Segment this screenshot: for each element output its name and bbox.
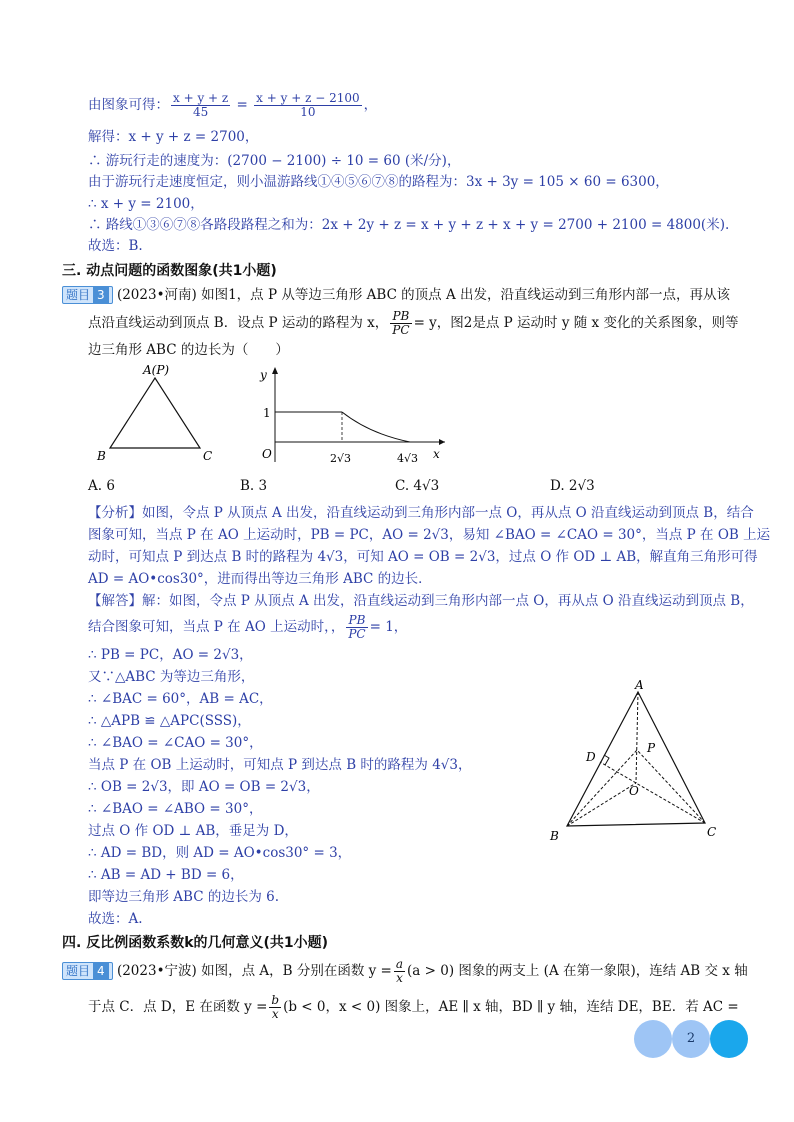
y-axis-arrow	[272, 367, 278, 374]
frac-num: PB	[346, 614, 367, 628]
y-tick-1: 1	[263, 406, 271, 420]
fraction	[346, 614, 367, 641]
option-a: A. 6	[88, 478, 115, 494]
text: (2023•宁波) 如图，点 A，B 分别在函数 y =	[116, 963, 392, 979]
figure-3-triangle	[545, 680, 745, 850]
solution-step: ∴ AB = AD + BD = 6，	[88, 867, 244, 883]
page-number-badge	[634, 1020, 748, 1058]
frac-num: x + y + z	[173, 91, 229, 105]
label-D: D	[586, 750, 596, 764]
frac-num: x + y + z − 2100	[256, 91, 360, 105]
dashed-AO	[636, 692, 638, 783]
solution-line-2: 解得：x + y + z = 2700，	[88, 129, 259, 145]
origin-label: O	[262, 447, 272, 461]
solution-step: 又∵△ABC 为等边三角形，	[88, 669, 255, 685]
question-4-line-1	[62, 958, 748, 985]
tag-number: 4	[93, 963, 109, 979]
triangle-shape	[110, 378, 200, 448]
question-tag	[62, 962, 113, 980]
label-A: A(P)	[143, 363, 170, 377]
solution-line-5: ∴ x + y = 2100，	[88, 196, 204, 212]
right-angle-mark	[604, 755, 609, 765]
text: =	[236, 97, 248, 113]
x-tick-2root3: 2√3	[330, 452, 352, 465]
question-3-line-2	[88, 310, 738, 337]
analysis-line-1: 【分析】如图，令点 P 从顶点 A 出发，沿直线运动到三角形内部一点 O，再从点 O 沿直线运动到顶点 B，结合	[88, 505, 754, 521]
solution-step: 即等边三角形 ABC 的边长为 6.	[88, 889, 280, 905]
dashed-BO	[567, 783, 636, 826]
question-3-line-3: 边三角形 ABC 的边长为（ ）	[88, 342, 289, 358]
frac-den: 45	[192, 105, 209, 119]
question-tag	[62, 286, 113, 304]
solution-step: 当点 P 在 OB 上运动时，可知点 P 到达点 B 时的路程为 4√3，	[88, 757, 472, 773]
option-d: D. 2√3	[550, 478, 595, 494]
option-b: B. 3	[240, 478, 268, 494]
option-c: C. 4√3	[395, 478, 440, 494]
label-B: B	[550, 829, 559, 843]
question-4-line-2	[88, 994, 739, 1021]
label-P: P	[647, 741, 656, 755]
solution-step: 故选：A.	[88, 911, 143, 927]
x-axis-arrow	[439, 439, 445, 445]
solution-q3-line-2	[88, 614, 407, 641]
solution-step: ∴ △APB ≌ △APC(SSS)，	[88, 713, 251, 729]
solution-line-6: ∴ 路线①③⑥⑦⑧各路段路程之和为：2x + 2y + z = x + y + z + x + y = 2700 + 2100 = 4800(米).	[88, 217, 730, 233]
frac-den: x	[271, 1007, 279, 1021]
text: 由图象可得：	[88, 97, 169, 113]
page-number: 2	[686, 1031, 696, 1046]
label-C: C	[203, 449, 213, 463]
solution-step: ∴ ∠BAO = ∠ABO = 30°，	[88, 801, 263, 817]
section-title-3: 三. 动点问题的函数图象(共1小题)	[62, 263, 277, 279]
solution-step: ∴ OB = 2√3，即 AO = OB = 2√3，	[88, 779, 320, 795]
text: 结合图象可知，当点 P 在 AO 上运动时，，	[88, 619, 345, 635]
text: ，	[363, 97, 378, 113]
frac-den: 10	[300, 105, 316, 119]
tag-label: 题目	[66, 288, 91, 302]
question-3-line-1	[62, 285, 730, 305]
tag-number: 3	[93, 287, 109, 303]
figure-1-triangle	[85, 360, 225, 470]
solution-step: ∴ ∠BAC = 60°，AB = AC，	[88, 691, 273, 707]
fraction	[254, 92, 361, 119]
solution-q3-line-1: 【解答】解：如图，令点 P 从顶点 A 出发，沿直线运动到三角形内部一点 O，再从点 O 沿直线运动到顶点 B，	[88, 593, 754, 609]
dashed-CP	[637, 750, 705, 823]
frac-den: PC	[392, 323, 410, 337]
text: 于点 C．点 D，E 在函数 y =	[88, 999, 268, 1015]
frac-num: b	[271, 993, 280, 1007]
solution-line-7: 故选：B.	[88, 238, 143, 254]
x-tick-4root3: 4√3	[397, 452, 419, 465]
dashed-BP	[567, 750, 637, 826]
figure-2-graph	[250, 362, 460, 472]
section-title-4: 四. 反比例函数系数k的几何意义(共1小题)	[62, 935, 329, 951]
frac-den: x	[396, 971, 403, 985]
analysis-line-2: 图象可知，当点 P 在 AO 上运动时，PB = PC，AO = 2√3，易知 ∠BAO = ∠CAO = 30°，当点 P 在 OB 上运	[88, 527, 771, 543]
solution-step: ∴ ∠BAO = ∠CAO = 30°，	[88, 735, 263, 751]
label-B: B	[97, 449, 106, 463]
label-O: O	[629, 784, 639, 798]
x-axis-label: x	[433, 447, 440, 461]
fraction	[394, 958, 405, 985]
analysis-line-4: AD = AO•cos30°，进而得出等边三角形 ABC 的边长．	[88, 571, 432, 587]
text: = y，图2是点 P 运动时 y 随 x 变化的关系图象，则等	[413, 315, 739, 331]
text: = 1，	[369, 619, 408, 635]
text: 点沿直线运动到顶点 B．设点 P 运动的路程为 x，	[88, 315, 389, 331]
fraction	[171, 92, 230, 119]
solution-step: ∴ AD = BD，则 AD = AO•cos30° = 3，	[88, 845, 352, 861]
y-axis-label: y	[260, 368, 267, 382]
label-A: A	[635, 680, 644, 692]
frac-den: PC	[348, 627, 366, 641]
question-text: (2023•河南) 如图1，点 P 从等边三角形 ABC 的顶点 A 出发，沿直线运动到三角形内部一点，再从该	[116, 287, 731, 303]
pager-circle-left	[634, 1020, 672, 1058]
solution-line-1	[88, 92, 377, 119]
solution-line-4: 由于游玩行走速度恒定，则小温游路线①④⑤⑥⑦⑧的路程为：3x + 3y = 105 × 60 = 6300，	[88, 174, 669, 190]
solution-step: 过点 O 作 OD ⊥ AB，垂足为 D，	[88, 823, 298, 839]
label-C: C	[707, 825, 717, 839]
frac-num: a	[395, 957, 404, 971]
text: (b < 0，x < 0) 图象上，AE ∥ x 轴，BD ∥ y 轴，连结 DE，BE．若 AC =	[283, 999, 739, 1015]
graph-curve-segment	[342, 412, 410, 442]
fraction	[269, 994, 281, 1021]
fraction	[390, 310, 411, 337]
solution-line-3: ∴ 游玩行走的速度为：(2700 − 2100) ÷ 10 = 60 (米/分)，	[88, 153, 461, 169]
text: (a > 0) 图象的两支上 (A 在第一象限)，连结 AB 交 x 轴	[407, 963, 748, 979]
solution-step: ∴ PB = PC，AO = 2√3，	[88, 647, 253, 663]
pager-circle-right	[710, 1020, 748, 1058]
frac-num: PB	[390, 310, 411, 324]
tag-label: 题目	[66, 964, 91, 978]
analysis-line-3: 动时，可知点 P 到达点 B 时的路程为 4√3，可知 AO = OB = 2√3，过点 O 作 OD ⊥ AB，解直角三角形可得	[88, 549, 758, 565]
